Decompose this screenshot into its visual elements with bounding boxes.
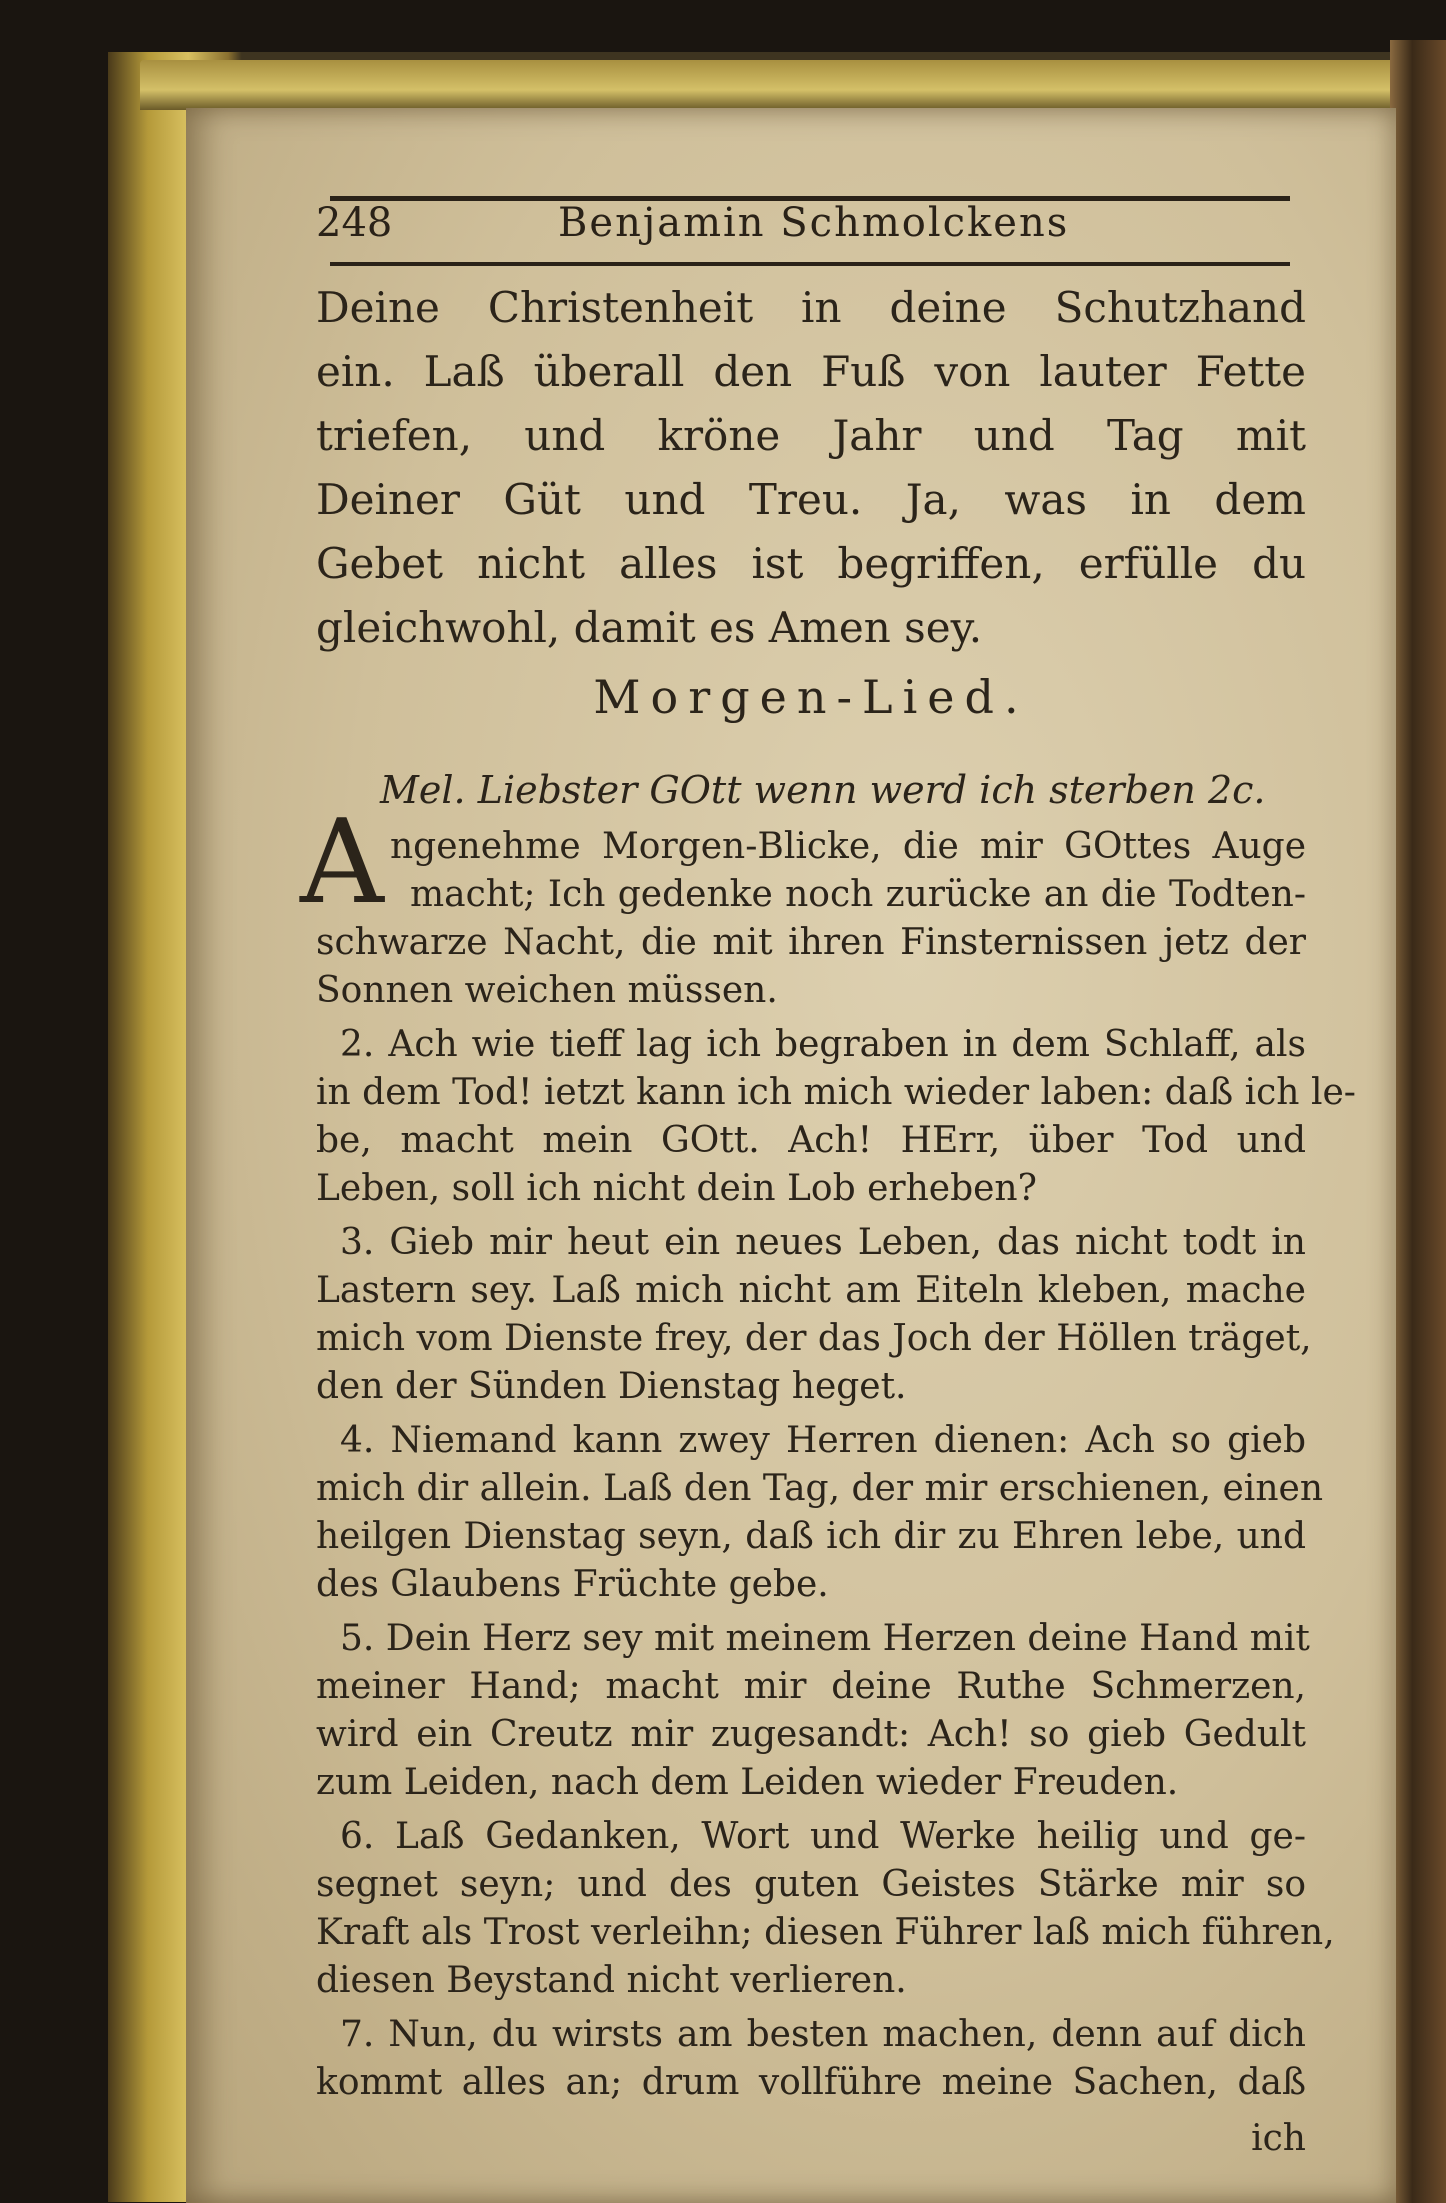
hymn-line: Sonnen weichen müssen. bbox=[316, 970, 778, 1011]
prayer-line: Deine Christenheit in deine Schutzhand bbox=[316, 283, 1306, 332]
drop-capital: A bbox=[300, 795, 384, 930]
hymn-line: heilgen Dienstag seyn, daß ich dir zu Ehren lebe, und bbox=[316, 1516, 1306, 1557]
hymn-line: 3. Gieb mir heut ein neues Leben, das nicht todt in bbox=[340, 1222, 1306, 1263]
hymn-line: mich dir allein. Laß den Tag, der mir erschienen, einen bbox=[316, 1468, 1323, 1509]
hymn-line: 7. Nun, du wirsts am besten machen, denn auf dich bbox=[340, 2014, 1306, 2055]
header-rule-bottom bbox=[330, 262, 1290, 266]
hymn-line: 6. Laß Gedanken, Wort und Werke heilig und ge- bbox=[340, 1816, 1306, 1857]
hymn-line: des Glaubens Früchte gebe. bbox=[316, 1564, 829, 1605]
hymn-line: be, macht mein GOtt. Ach! HErr, über Tod und bbox=[316, 1120, 1306, 1161]
hymn-line: 2. Ach wie tieff lag ich begraben in dem Schlaff, als bbox=[340, 1024, 1306, 1065]
page-number: 248 bbox=[316, 200, 393, 246]
hymn-line: zum Leiden, nach dem Leiden wieder Freuden. bbox=[316, 1762, 1179, 1803]
melody-note: Mel. Liebster GOtt wenn werd ich sterben 2c. bbox=[380, 768, 1266, 812]
hymn-line: wird ein Creutz mir zugesandt: Ach! so gieb Gedult bbox=[316, 1714, 1306, 1755]
prayer-line: gleichwohl, damit es Amen sey. bbox=[316, 603, 983, 652]
hymn-line: schwarze Nacht, die mit ihren Finsternissen jetz der bbox=[316, 922, 1306, 963]
hymn-line: segnet seyn; und des guten Geistes Stärke mir so bbox=[316, 1864, 1306, 1905]
hymn-line: kommt alles an; drum vollführe meine Sachen, daß bbox=[316, 2062, 1306, 2103]
book-top-edge bbox=[140, 60, 1400, 110]
prayer-line: Deiner Güt und Treu. Ja, was in dem bbox=[316, 475, 1306, 524]
hymn-line: diesen Beystand nicht verlieren. bbox=[316, 1960, 907, 2001]
catchword: ich bbox=[1251, 2118, 1306, 2159]
page-header bbox=[316, 200, 1306, 256]
running-head: Benjamin Schmolckens bbox=[558, 200, 1070, 246]
hymn-line: in dem Tod! ietzt kann ich mich wieder laben: daß ich le- bbox=[316, 1072, 1356, 1113]
book-spine bbox=[1390, 40, 1446, 2203]
prayer-line: triefen, und kröne Jahr und Tag mit bbox=[316, 411, 1306, 460]
hymn-line: macht; Ich gedenke noch zurücke an die Todten- bbox=[410, 874, 1306, 915]
hymn-line: mich vom Dienste frey, der das Joch der Höllen träget, bbox=[316, 1318, 1312, 1359]
hymn-line: ngenehme Morgen-Blicke, die mir GOttes Auge bbox=[390, 826, 1306, 867]
prayer-line: ein. Laß überall den Fuß von lauter Fette bbox=[316, 347, 1306, 396]
hymn-line: Lastern sey. Laß mich nicht am Eiteln kleben, mache bbox=[316, 1270, 1306, 1311]
hymn-line: den der Sünden Dienstag heget. bbox=[316, 1366, 907, 1407]
hymn-line: Leben, soll ich nicht dein Lob erheben? bbox=[316, 1168, 1037, 1209]
prayer-line: Gebet nicht alles ist begriffen, erfülle du bbox=[316, 539, 1306, 588]
hymn-line: Kraft als Trost verleihn; diesen Führer laß mich führen, bbox=[316, 1912, 1335, 1953]
hymn-line: meiner Hand; macht mir deine Ruthe Schmerzen, bbox=[316, 1666, 1306, 1707]
hymn-line: 4. Niemand kann zwey Herren dienen: Ach so gieb bbox=[340, 1420, 1306, 1461]
hymn-title: Morgen-Lied. bbox=[593, 670, 1029, 724]
hymn-line: 5. Dein Herz sey mit meinem Herzen deine Hand mit bbox=[340, 1618, 1310, 1659]
